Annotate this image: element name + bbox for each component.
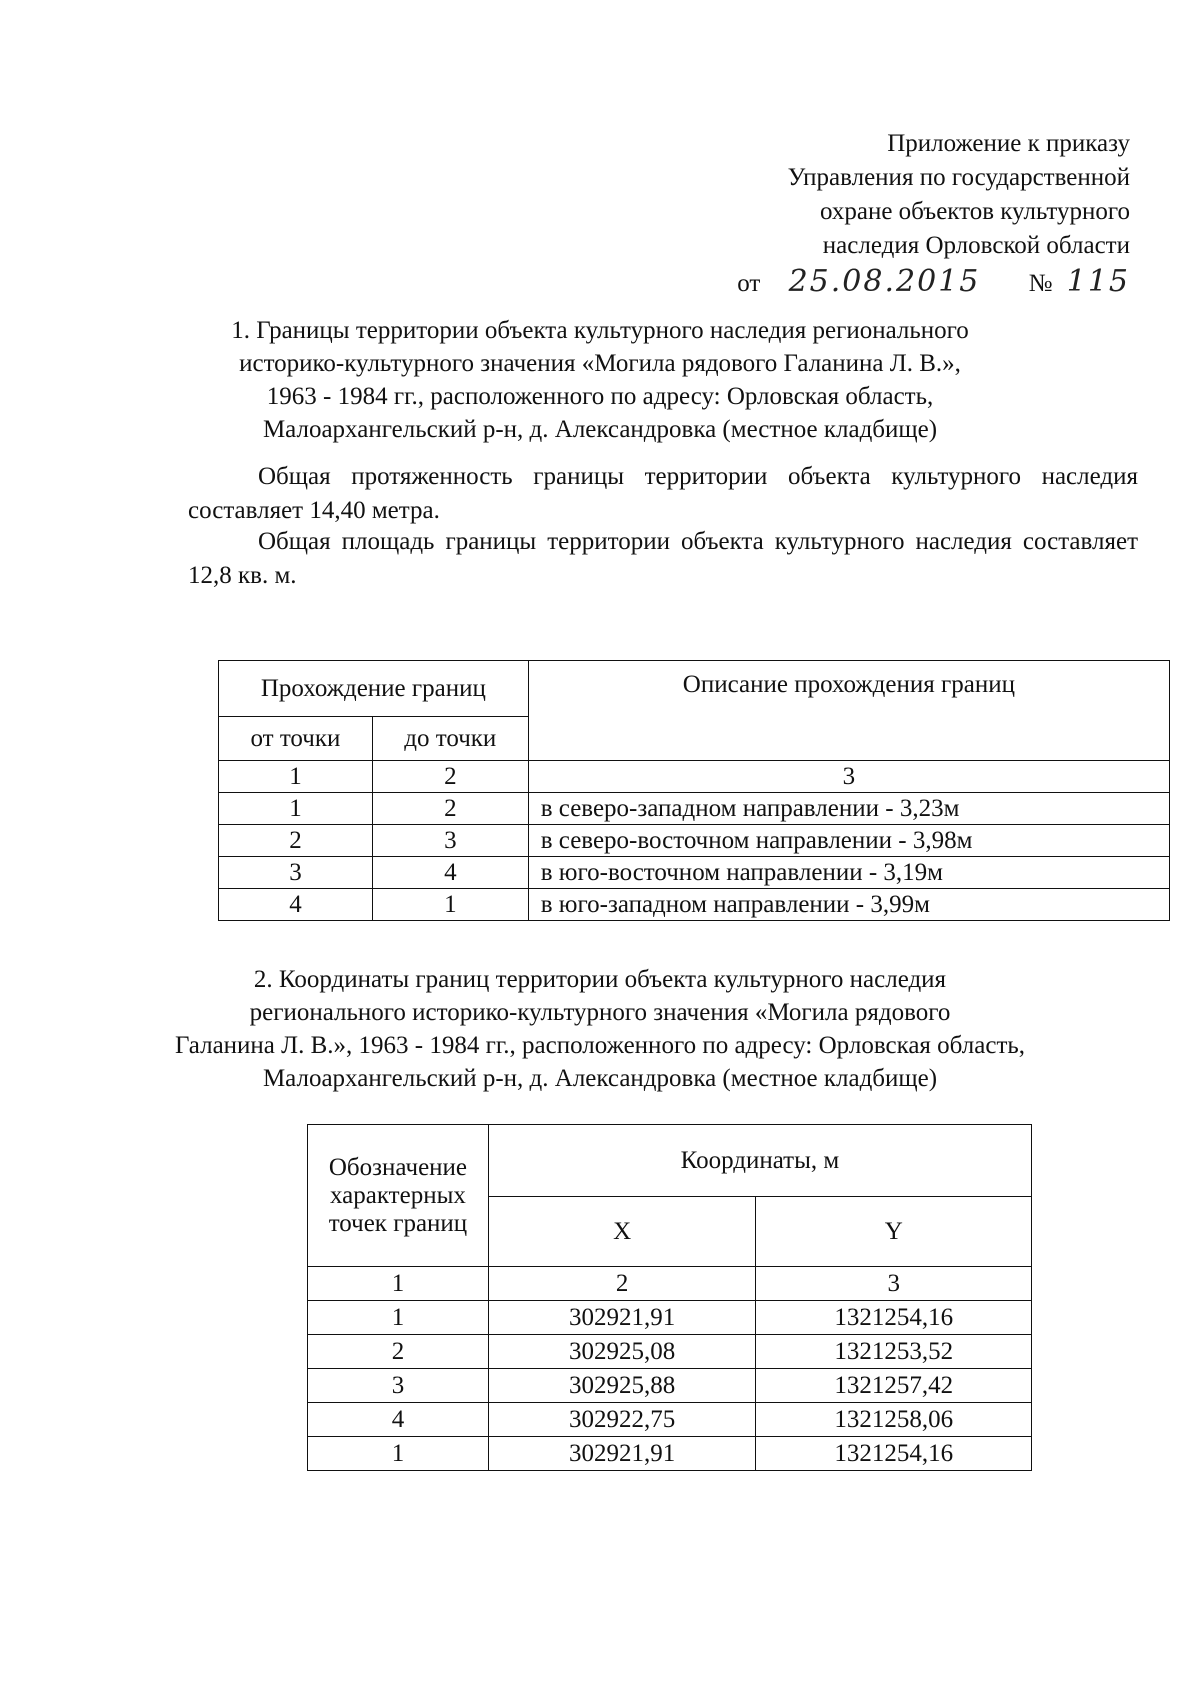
index-cell: 2 [488, 1267, 756, 1301]
heading-line: Малоархангельский р-н, д. Александровка (местное кладбище) [262, 416, 938, 443]
point-cell: 1 [308, 1301, 489, 1335]
desc-cell: в юго-восточном направлении - 3,19м [528, 857, 1169, 889]
to-cell: 4 [372, 857, 528, 889]
order-date-number-line [630, 265, 1130, 301]
heading-line: Галанина Л. В.», 1963 - 1984 гг., расположенного по адресу: Орловская область, [174, 1032, 1026, 1059]
desc-cell: в северо-восточном направлении - 3,98м [528, 825, 1169, 857]
x-cell: 302921,91 [488, 1437, 756, 1471]
boundary-description-table [218, 660, 1170, 921]
header-boundary-description: Описание прохождения границ [528, 661, 1169, 761]
point-cell: 3 [308, 1369, 489, 1403]
number-prefix: № [1028, 270, 1053, 297]
point-cell: 2 [308, 1335, 489, 1369]
x-cell: 302921,91 [488, 1301, 756, 1335]
header-y: Y [756, 1197, 1032, 1267]
heading-line: историко-культурного значения «Могила рядового Галанина Л. В.», [239, 350, 961, 377]
index-cell: 1 [219, 761, 373, 793]
table-row [308, 1403, 1032, 1437]
point-cell: 1 [308, 1437, 489, 1471]
header-points: Обозначение характерных точек границ [308, 1125, 489, 1267]
from-cell: 2 [219, 825, 373, 857]
to-cell: 1 [372, 889, 528, 921]
y-cell: 1321253,52 [756, 1335, 1032, 1369]
table-row [308, 1437, 1032, 1471]
table-row [308, 1301, 1032, 1335]
from-cell: 3 [219, 857, 373, 889]
section1-heading [160, 314, 1040, 446]
table-row [308, 1369, 1032, 1403]
header-line: Управления по государственной [787, 164, 1130, 191]
to-cell: 3 [372, 825, 528, 857]
heading-line: 2. Координаты границ территории объекта культурного наследия [253, 966, 947, 993]
coordinates-table [307, 1124, 1032, 1471]
header-line: Приложение к приказу [887, 130, 1130, 157]
y-cell: 1321257,42 [756, 1369, 1032, 1403]
table-row [219, 889, 1170, 921]
area-paragraph [188, 525, 1138, 593]
handwritten-date: 25.08.2015 [788, 264, 981, 299]
heading-line: 1. Границы территории объекта культурного наследия регионального [231, 317, 969, 344]
from-cell: 1 [219, 793, 373, 825]
index-cell: 2 [372, 761, 528, 793]
index-cell: 3 [756, 1267, 1032, 1301]
table-row [219, 793, 1170, 825]
table-index-row [219, 761, 1170, 793]
length-paragraph [188, 460, 1138, 528]
date-prefix: от [737, 270, 761, 297]
appendix-header [630, 127, 1130, 301]
table-index-row [308, 1267, 1032, 1301]
table-header-row [308, 1125, 1032, 1197]
length-text: Общая протяженность границы территории объекта культурного наследия составляет 14,40 метра. [188, 463, 1138, 524]
area-text: Общая площадь границы территории объекта культурного наследия составляет 12,8 кв. м. [188, 528, 1138, 589]
x-cell: 302925,88 [488, 1369, 756, 1403]
table-row [219, 825, 1170, 857]
heading-line: Малоархангельский р-н, д. Александровка (местное кладбище) [262, 1065, 938, 1092]
table-row [308, 1335, 1032, 1369]
y-cell: 1321258,06 [756, 1403, 1032, 1437]
heading-line: регионального историко-культурного значения «Могила рядового [249, 999, 951, 1026]
y-cell: 1321254,16 [756, 1437, 1032, 1471]
desc-cell: в юго-западном направлении - 3,99м [528, 889, 1169, 921]
heading-line: 1963 - 1984 гг., расположенного по адресу: Орловская область, [266, 383, 934, 410]
index-cell: 3 [528, 761, 1169, 793]
point-cell: 4 [308, 1403, 489, 1437]
header-line: охране объектов культурного [819, 198, 1130, 225]
header-boundary-passage: Прохождение границ [219, 661, 529, 717]
x-cell: 302925,08 [488, 1335, 756, 1369]
table-row [219, 857, 1170, 889]
handwritten-number: 115 [1066, 264, 1130, 299]
to-cell: 2 [372, 793, 528, 825]
x-cell: 302922,75 [488, 1403, 756, 1437]
header-to-point: до точки [372, 717, 528, 761]
header-line: наследия Орловской области [822, 232, 1130, 259]
section2-heading [160, 963, 1040, 1095]
header-from-point: от точки [219, 717, 373, 761]
from-cell: 4 [219, 889, 373, 921]
header-x: X [488, 1197, 756, 1267]
header-coordinates: Координаты, м [488, 1125, 1031, 1197]
y-cell: 1321254,16 [756, 1301, 1032, 1335]
table-header-row [219, 661, 1170, 717]
desc-cell: в северо-западном направлении - 3,23м [528, 793, 1169, 825]
index-cell: 1 [308, 1267, 489, 1301]
